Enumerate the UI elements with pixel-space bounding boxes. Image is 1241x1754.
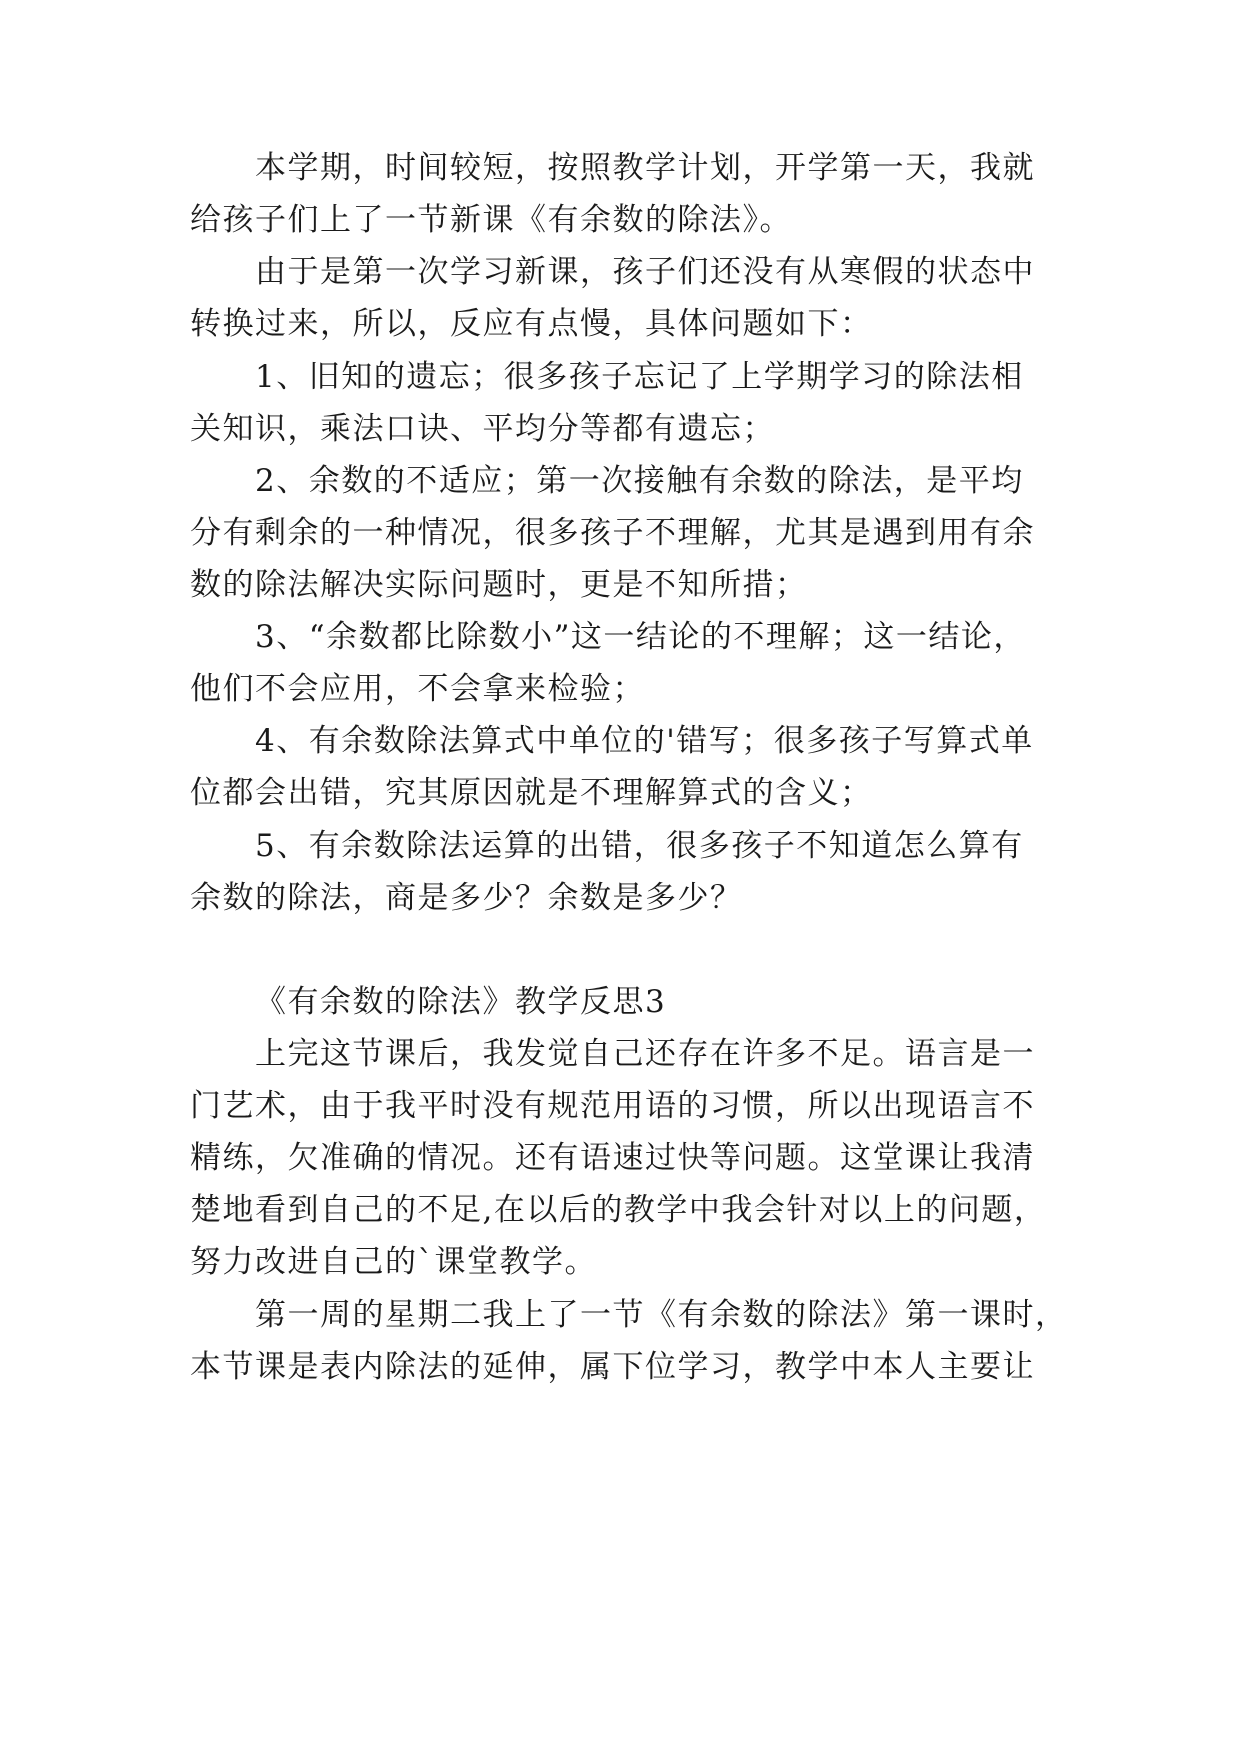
paragraph-3-line-2: 关知识，乘法口诀、平均分等都有遗忘；: [190, 411, 775, 447]
paragraph-8-line-1: 上完这节课后，我发觉自己还存在许多不足。语言是一: [255, 1036, 1035, 1072]
paragraph-7-line-2: 余数的除法，商是多少？余数是多少？: [190, 880, 743, 916]
paragraph-7-line-1: 5、有余数除法运算的出错，很多孩子不知道怎么算有: [255, 828, 1024, 864]
paragraph-9-line-2: 本节课是表内除法的延伸，属下位学习，教学中本人主要让: [190, 1349, 1035, 1385]
paragraph-4-line-3: 数的除法解决实际问题时，更是不知所措；: [190, 567, 808, 603]
paragraph-1-line-1: 本学期，时间较短，按照教学计划，开学第一天，我就: [255, 150, 1035, 186]
paragraph-1-line-2: 给孩子们上了一节新课《有余数的除法》。: [190, 202, 792, 238]
paragraph-8-line-4: 楚地看到自己的不足,在以后的教学中我会针对以上的问题，: [190, 1192, 1047, 1228]
paragraph-5-line-2: 他们不会应用，不会拿来检验；: [190, 671, 645, 707]
paragraph-2-line-1: 由于是第一次学习新课，孩子们还没有从寒假的状态中: [255, 254, 1035, 290]
section-heading: 《有余数的除法》教学反思3: [255, 984, 667, 1020]
paragraph-6-line-2: 位都会出错，究其原因就是不理解算式的含义；: [190, 775, 873, 811]
paragraph-6-line-1: 4、有余数除法算式中单位的'错写；很多孩子写算式单: [255, 723, 1034, 759]
paragraph-5-line-1: 3、“余数都比除数小”这一结论的不理解；这一结论，: [255, 619, 1026, 655]
paragraph-4-line-2: 分有剩余的一种情况，很多孩子不理解，尤其是遇到用有余: [190, 515, 1035, 551]
paragraph-2-line-2: 转换过来，所以，反应有点慢，具体问题如下：: [190, 306, 873, 342]
paragraph-8-line-5: 努力改进自己的`课堂教学。: [190, 1244, 597, 1280]
paragraph-3-line-1: 1、旧知的遗忘；很多孩子忘记了上学期学习的除法相: [255, 359, 1024, 395]
paragraph-8-line-2: 门艺术，由于我平时没有规范用语的习惯，所以出现语言不: [190, 1088, 1035, 1124]
paragraph-8-line-3: 精练，欠准确的情况。还有语速过快等问题。这堂课让我清: [190, 1140, 1035, 1176]
paragraph-4-line-1: 2、余数的不适应；第一次接触有余数的除法，是平均: [255, 463, 1024, 499]
paragraph-9-line-1: 第一周的星期二我上了一节《有余数的除法》第一课时，: [255, 1297, 1068, 1333]
